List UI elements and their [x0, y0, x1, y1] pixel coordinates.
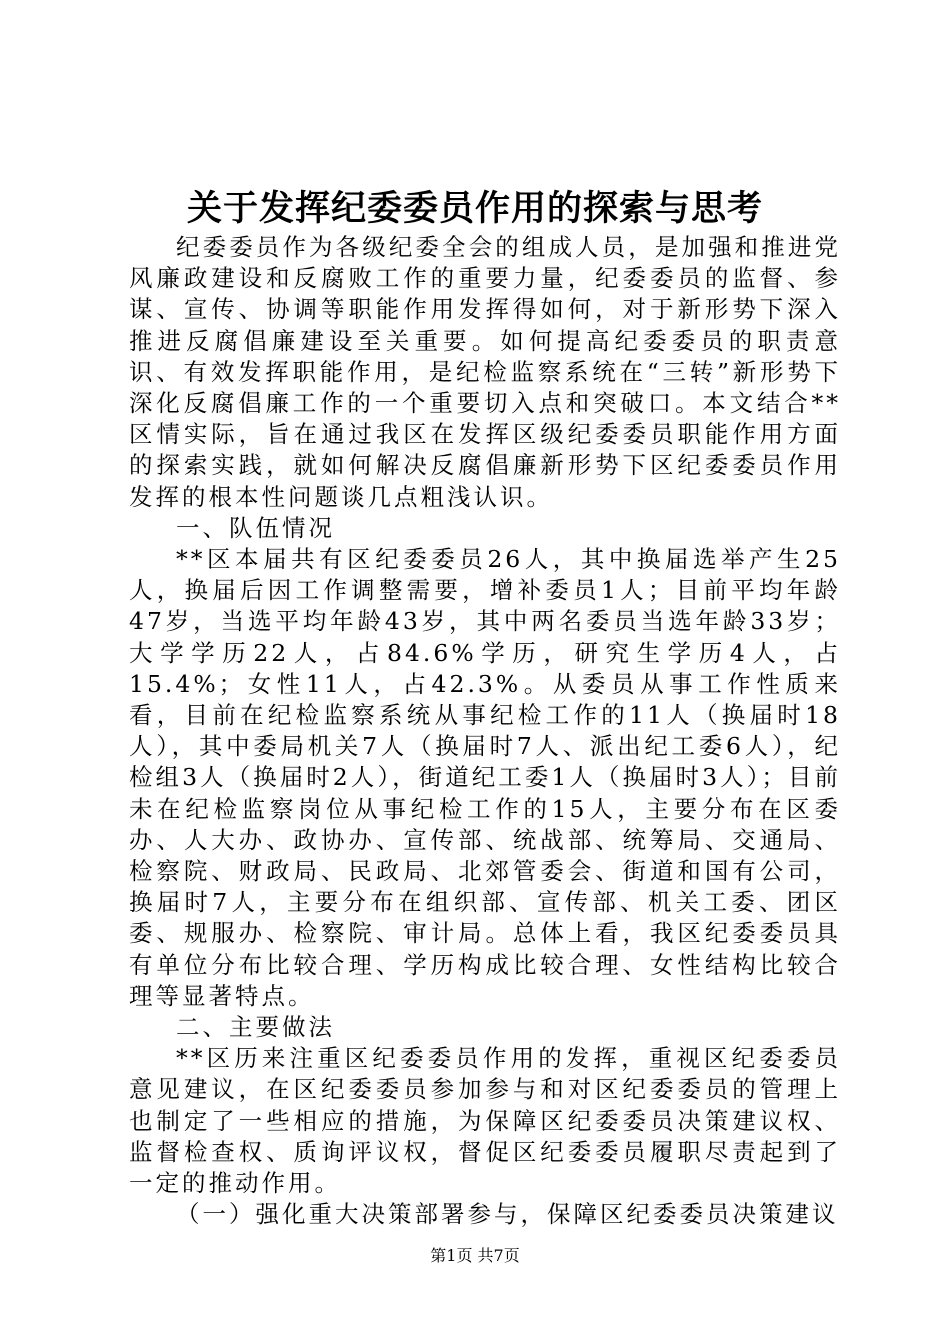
- intro-paragraph: 纪委委员作为各级纪委全会的组成人员，是加强和推进党风廉政建设和反腐败工作的重要力量，纪委委员的监督、参谋、宣传、协调等职能作用发挥得如何，对于新形势下深入推进反腐倡廉建设至关重要。如何提高纪委委员的职责意识、有效发挥职能作用，是纪检监察系统在“三转”新形势下深化反腐倡廉工作的一个重要切入点和突破口。本文结合**区情实际，旨在通过我区在发挥区级纪委委员职能作用方面的探索实践，就如何解决反腐倡廉新形势下区纪委委员作用发挥的根本性问题谈几点粗浅认识。: [129, 233, 841, 511]
- subsection-heading-1: （一）强化重大决策部署参与，保障区纪委委员决策建议: [176, 1200, 839, 1229]
- page-footer: 第1页 共7页: [430, 1246, 520, 1265]
- team-paragraph: **区本届共有区纪委委员26人，其中换届选举产生25人，换届后因工作调整需要，增补委员1人；目前平均年龄47岁，当选平均年龄43岁，其中两名委员当选年龄33岁；大学学历22人，占84.6%学历，研究生学历4人，占15.4%；女性11人，占42.3%。从委员从事工作性质来看，目前在纪检监察系统从事纪检工作的11人（换届时18人），其中委局机关7人（换届时7人、派出纪工委6人），纪检组3人（换届时2人），街道纪工委1人（换届时3人）；目前未在纪检监察岗位从事纪检工作的15人，主要分布在区委办、人大办、政协办、宣传部、统战部、统筹局、交通局、检察院、财政局、民政局、北郊管委会、街道和国有公司，换届时7人，主要分布在组织部、宣传部、机关工委、团区委、规服办、检察院、审计局。总体上看，我区纪委委员具有单位分布比较合理、学历构成比较合理、女性结构比较合理等显著特点。: [129, 545, 841, 1010]
- practices-paragraph: **区历来注重区纪委委员作用的发挥，重视区纪委委员意见建议，在区纪委委员参加参与和对区纪委委员的管理上也制定了一些相应的措施，为保障区纪委委员决策建议权、监督检查权、质询评议权，督促区纪委委员履职尽责起到了一定的推动作用。: [129, 1044, 841, 1198]
- section-heading-practices: 二、主要做法: [176, 1013, 335, 1042]
- document-body: [129, 232, 841, 1231]
- document-title: 关于发挥纪委委员作用的探索与思考: [186, 188, 763, 229]
- section-heading-team: 一、队伍情况: [176, 513, 335, 542]
